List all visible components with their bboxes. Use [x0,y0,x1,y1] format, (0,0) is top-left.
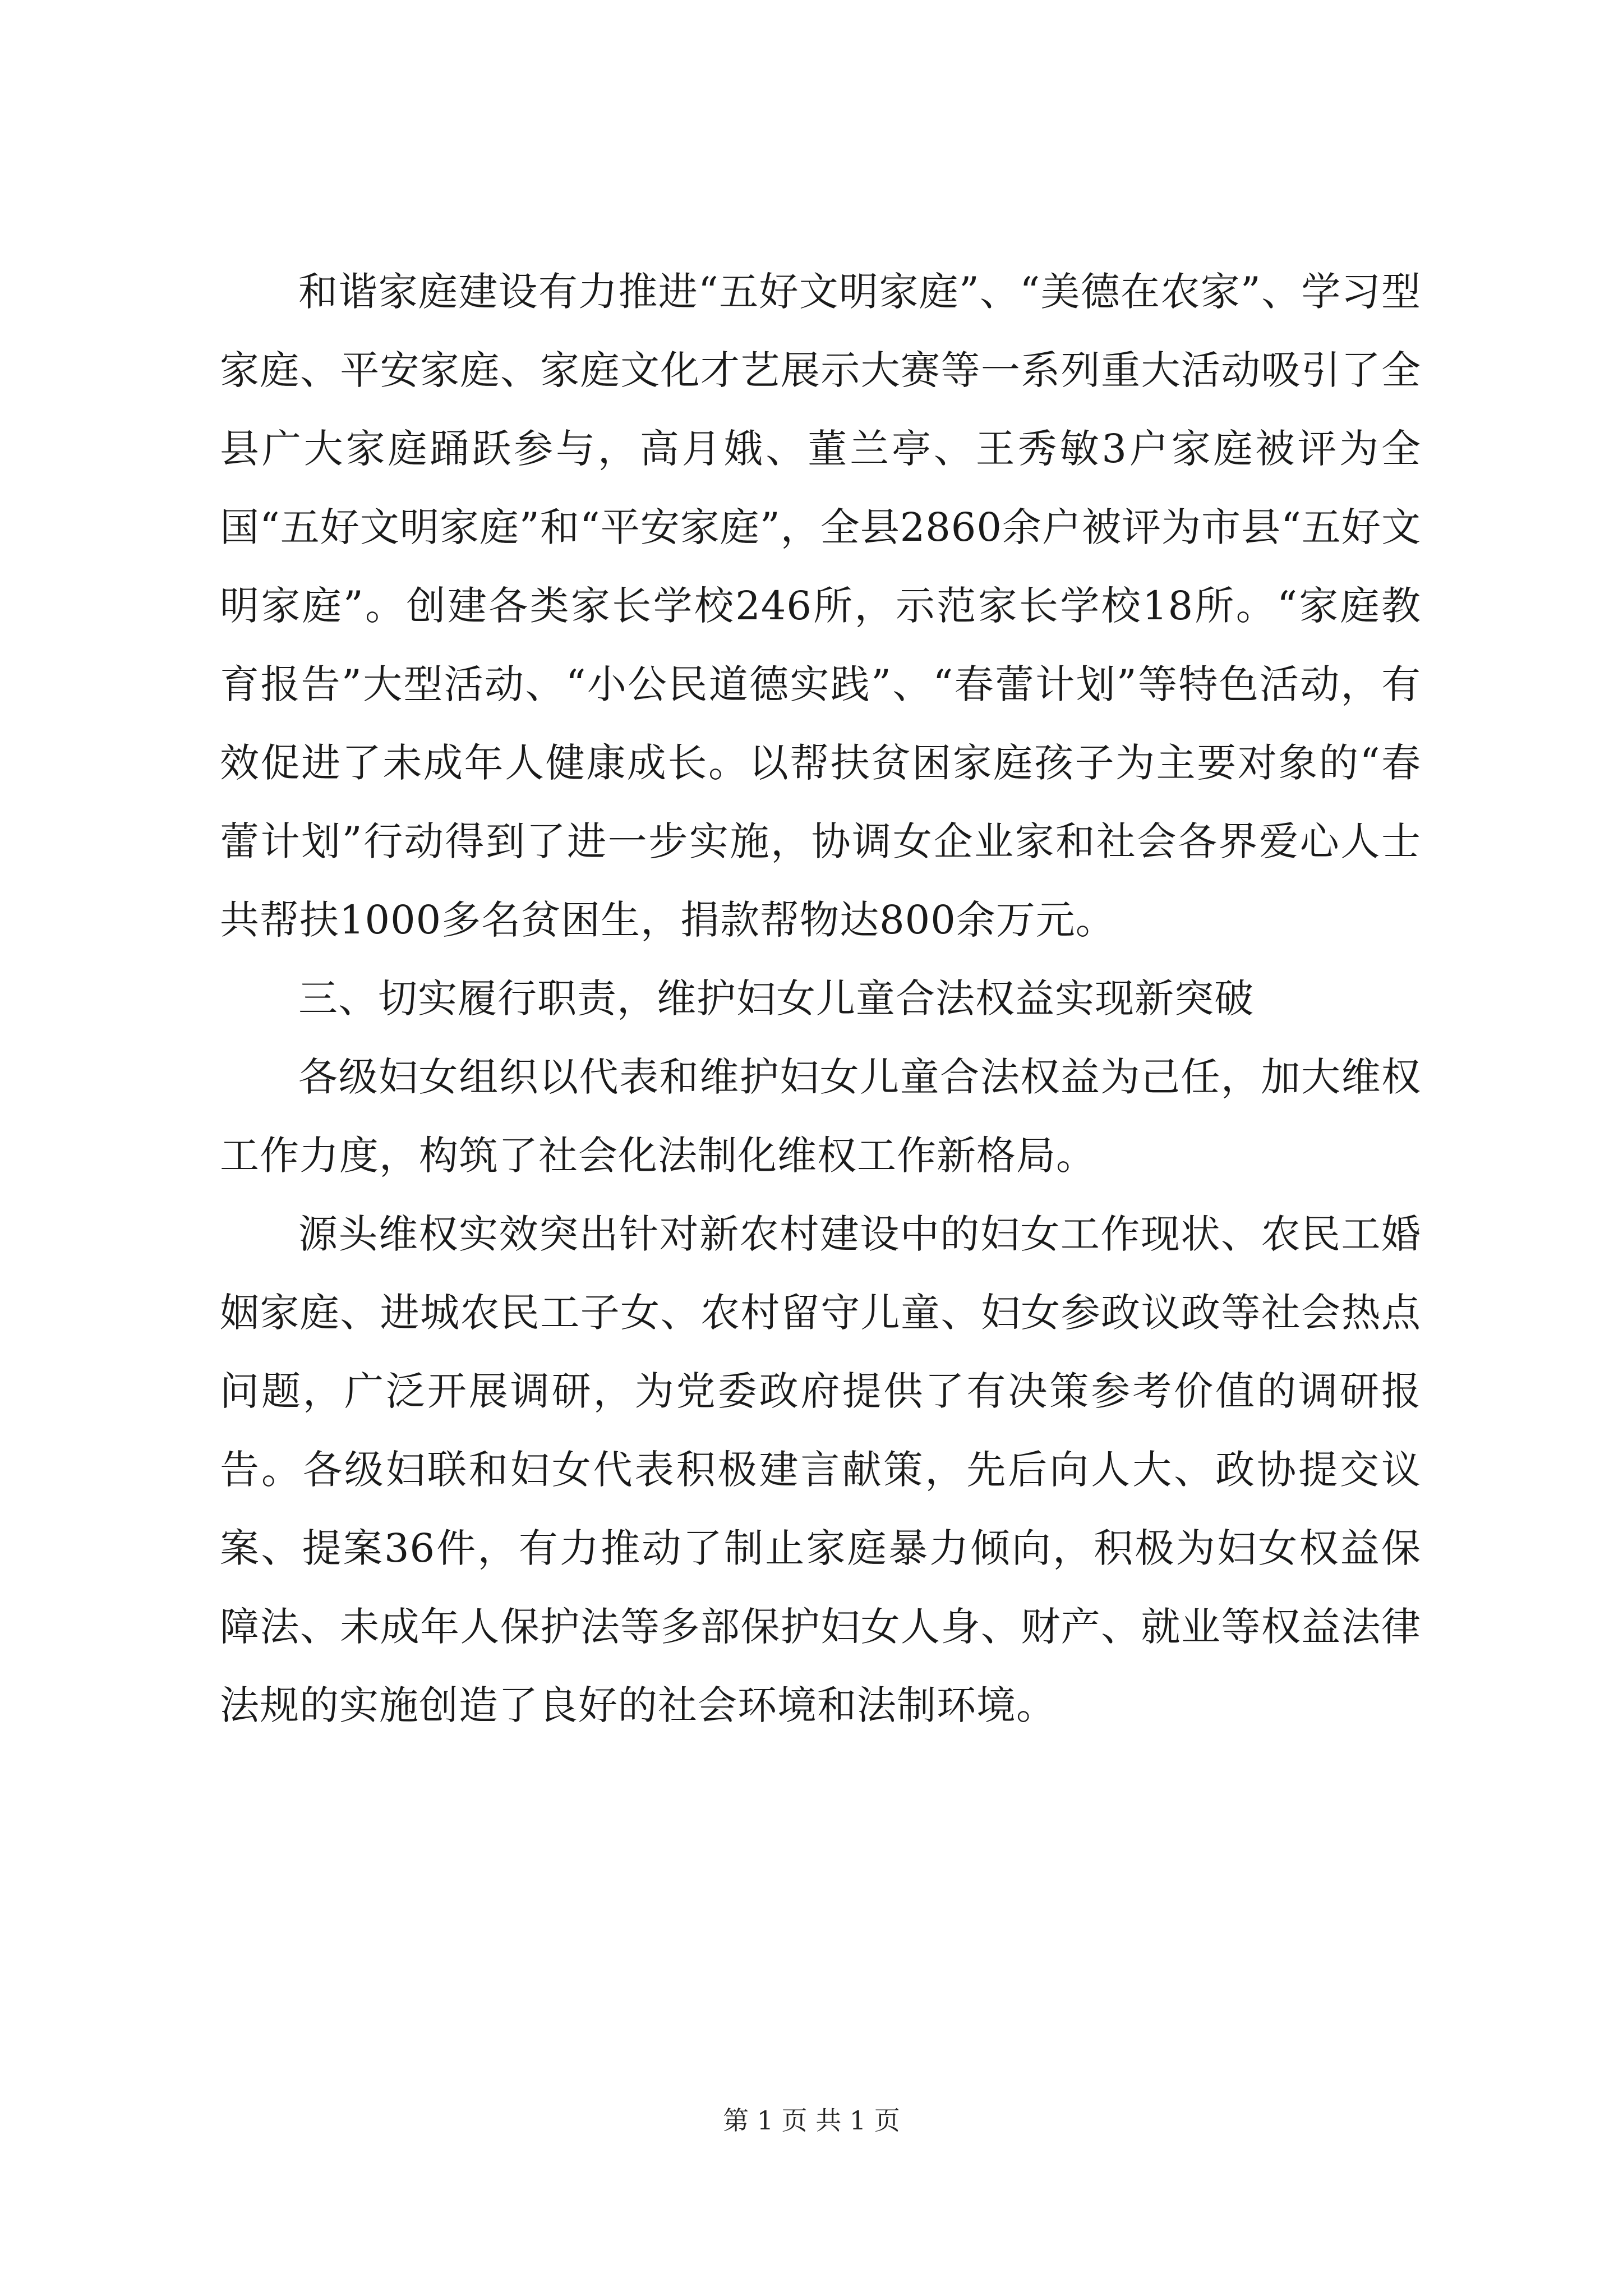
document-body [220,252,1421,1745]
page-footer: 第 1 页 共 1 页 [723,2105,900,2136]
paragraph-family-building: 和谐家庭建设有力推进“五好文明家庭”、“美德在农家”、学习型家庭、平安家庭、家庭文化才艺展示大赛等一系列重大活动吸引了全县广大家庭踊跃参与，高月娥、董兰亭、王秀敏3户家庭被评为全国“五好文明家庭”和“平安家庭”，全县2860余户被评为市县“五好文明家庭”。创建各类家长学校246所，示范家长学校18所。“家庭教育报告”大型活动、“小公民道德实践”、“春蕾计划”等特色活动，有效促进了未成年人健康成长。以帮扶贫困家庭孩子为主要对象的“春蕾计划”行动得到了进一步实施，协调女企业家和社会各界爱心人士共帮扶1000多名贫困生，捐款帮物达800余万元。 [220,269,1421,943]
paragraph-rights-protection: 各级妇女组织以代表和维护妇女儿童合法权益为己任，加大维权工作力度，构筑了社会化法制化维权工作新格局。 [220,1054,1421,1179]
paragraph-source-rights: 源头维权实效突出针对新农村建设中的妇女工作现状、农民工婚姻家庭、进城农民工子女、农村留守儿童、妇女参政议政等社会热点问题，广泛开展调研，为党委政府提供了有决策参考价值的调研报告。各级妇联和妇女代表积极建言献策，先后向人大、政协提交议案、提案36件，有力推动了制止家庭暴力倾向，积极为妇女权益保障法、未成年人保护法等多部保护妇女人身、财产、就业等权益法律法规的实施创造了良好的社会环境和法制环境。 [220,1211,1421,1728]
section-heading: 三、切实履行职责，维护妇女儿童合法权益实现新突破 [298,976,1254,1022]
